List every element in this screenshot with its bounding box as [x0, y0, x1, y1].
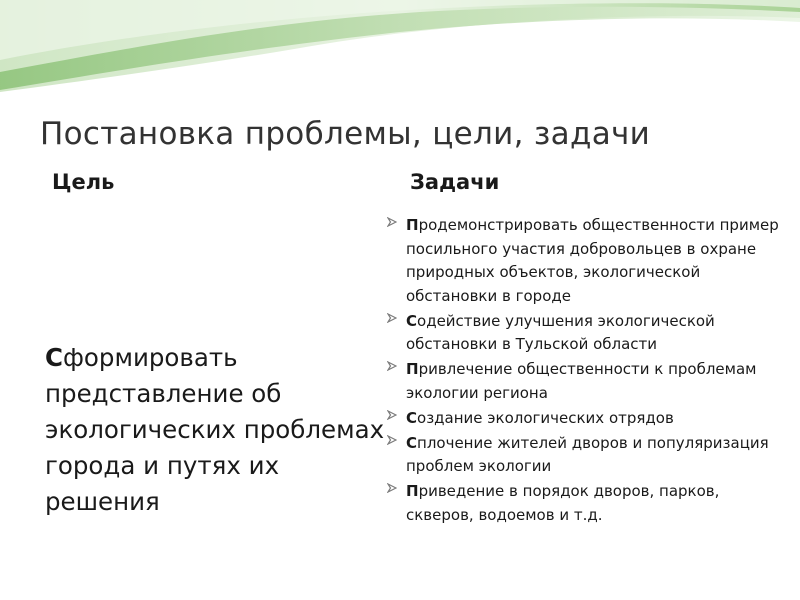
arrow-bullet-icon [387, 483, 397, 493]
task-item [384, 358, 784, 405]
arrow-bullet-icon [387, 410, 397, 420]
task-text: риведение в порядок дворов, парков, скверов, водоемов и т.д. [406, 482, 720, 524]
task-first-letter: П [406, 360, 419, 378]
slide-title: Постановка проблемы, цели, задачи [40, 116, 651, 152]
task-first-letter: П [406, 216, 419, 234]
arrow-bullet-icon [387, 313, 397, 323]
goal-text [45, 340, 385, 520]
arrow-bullet-icon [387, 217, 397, 227]
task-item [384, 214, 784, 308]
tasks-column-header: Задачи [410, 170, 500, 194]
goal-column-header: Цель [52, 170, 115, 194]
goal-first-letter: С [45, 343, 63, 372]
task-text: плочение жителей дворов и популяризация проблем экологии [406, 433, 769, 475]
arrow-bullet-icon [387, 435, 397, 445]
task-first-letter: С [406, 311, 418, 330]
arrow-bullet-icon [387, 361, 397, 371]
tasks-list [384, 214, 784, 529]
task-item [384, 432, 784, 479]
task-text: родемонстрировать общественности пример посильного участия добровольцев в охране природных объектов, экологической обстановки в городе [406, 216, 779, 305]
task-text: одействие улучшения экологической обстановки в Тульской области [406, 311, 715, 353]
task-item [384, 310, 784, 357]
header-swoosh-decoration [0, 0, 800, 100]
task-item [384, 407, 784, 431]
task-text: ривлечение общественности к проблемам экологии региона [406, 360, 757, 402]
task-first-letter: С [406, 433, 418, 452]
task-first-letter: П [406, 482, 419, 500]
task-text: оздание экологических отрядов [417, 408, 674, 427]
goal-rest: формировать представление об экологических проблемах города и путях их решения [45, 343, 385, 516]
task-first-letter: С [406, 408, 418, 427]
task-item [384, 480, 784, 527]
